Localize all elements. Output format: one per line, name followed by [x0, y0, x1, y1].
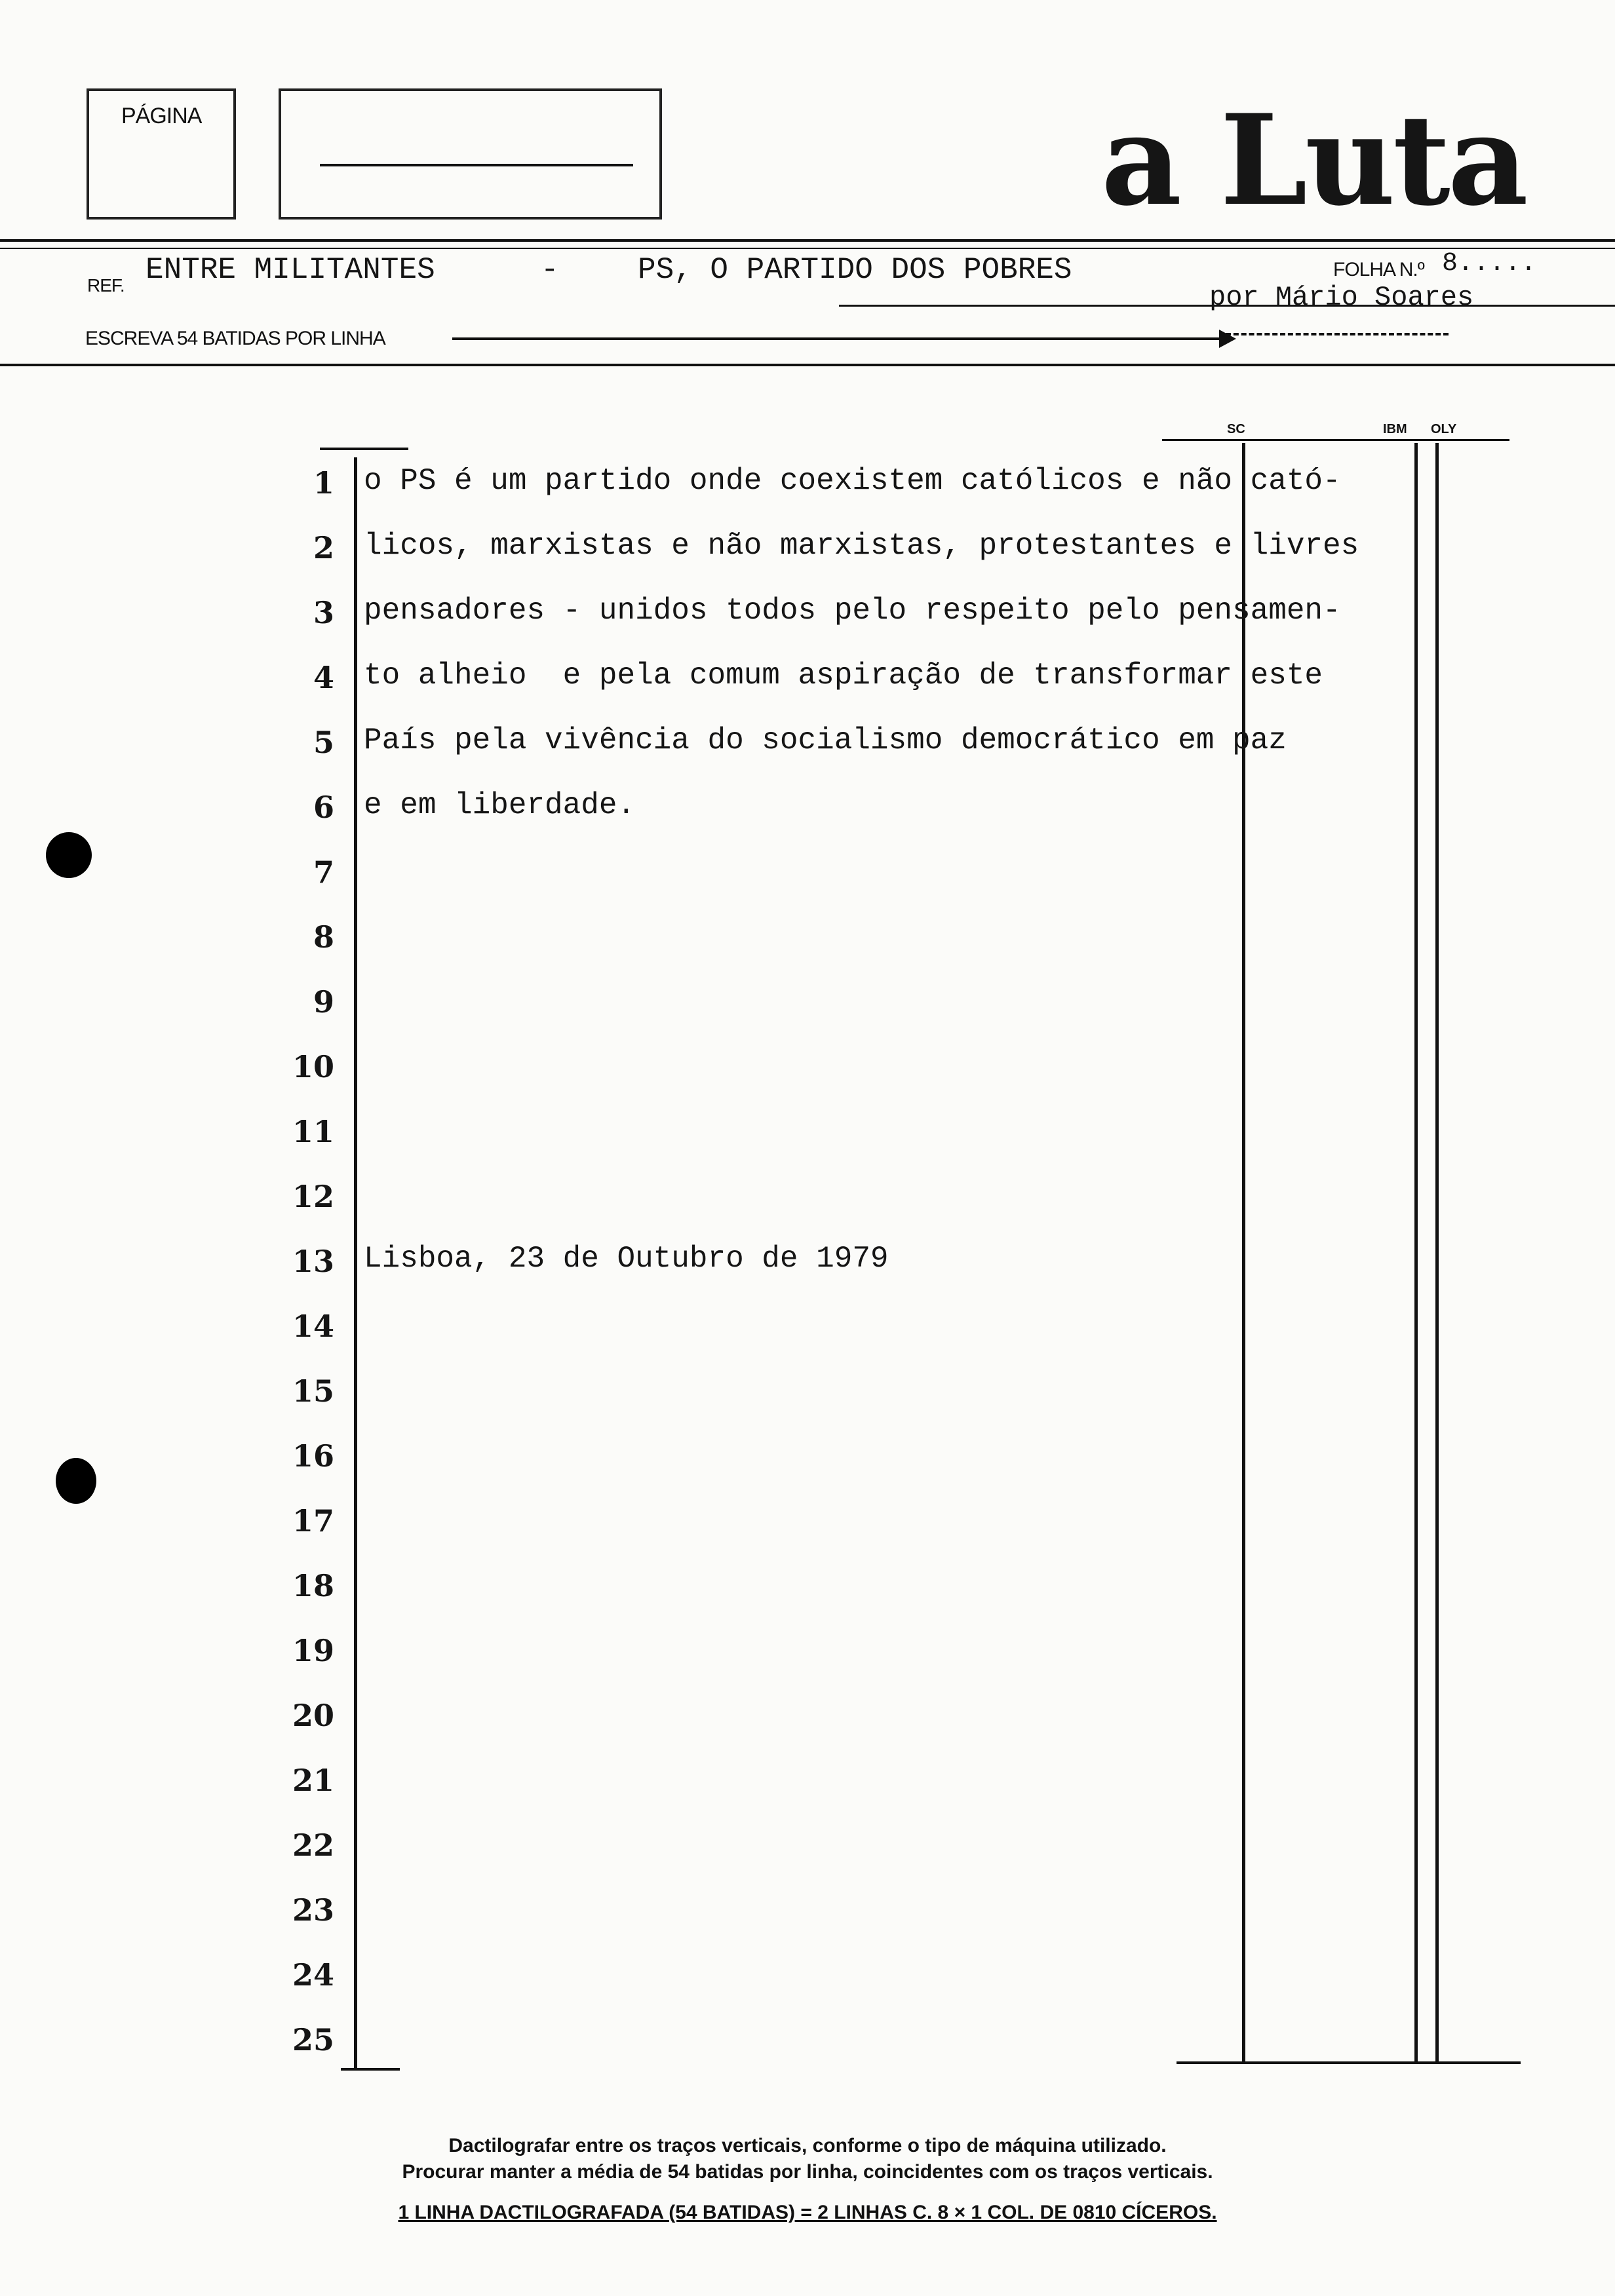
section-dash: - [541, 253, 559, 287]
line-number: 13 [292, 1244, 334, 1279]
headline: PS, O PARTIDO DOS POBRES [638, 253, 1072, 287]
line-number: 7 [313, 854, 334, 890]
sheet-number: 8..... [1442, 249, 1537, 278]
line-number: 10 [292, 1049, 334, 1084]
footer-conversion: 1 LINHA DACTILOGRAFADA (54 BATIDAS) = 2 LINHAS C. 8 × 1 COL. DE 0810 CÍCEROS. [398, 2202, 1217, 2223]
column-caption-ibm: IBM [1383, 422, 1407, 436]
dateline: Lisboa, 23 de Outubro de 1979 [364, 1242, 889, 1276]
body-line: to alheio e pela comum aspiração de transformar este [364, 659, 1323, 693]
line-number: 8 [313, 919, 334, 955]
line-number: 17 [292, 1503, 334, 1539]
footer-instruction-2: Procurar manter a média de 54 batidas por linha, coincidentes com os traços verticais. [402, 2161, 1213, 2183]
line-number: 19 [292, 1633, 334, 1668]
body-line: e em liberdade. [364, 788, 636, 822]
instruction-label: ESCREVA 54 BATIDAS POR LINHA [85, 328, 385, 349]
column-caption-oly: OLY [1431, 422, 1457, 436]
section-title: ENTRE MILITANTES [146, 253, 435, 287]
body-bottom-rule-right [1177, 2061, 1521, 2064]
body-line: licos, marxistas e não marxistas, protestantes e livres [364, 529, 1359, 563]
line-number: 22 [292, 1827, 334, 1863]
header-rule-top [0, 239, 1615, 242]
oly-guide-line [1435, 443, 1439, 2063]
line-number: 2 [313, 530, 334, 565]
page-label: PÁGINA [121, 104, 202, 128]
line-number: 6 [313, 790, 334, 825]
byline: por Mário Soares [1209, 282, 1474, 313]
body-line: País pela vivência do socialismo democrático em paz [364, 723, 1287, 757]
footer-instruction-1: Dactilografar entre os traços verticais, conforme o tipo de máquina utilizado. [448, 2135, 1167, 2156]
title-box[interactable] [279, 88, 662, 220]
line-number: 14 [292, 1309, 334, 1344]
sheet-label: FOLHA N.º [1333, 259, 1424, 280]
header-rule-bottom [0, 364, 1615, 366]
left-margin-line [354, 457, 357, 2068]
line-number: 20 [292, 1698, 334, 1733]
instruction-arrow-line [452, 337, 1222, 340]
body-top-rule-right [1162, 439, 1509, 441]
body-top-rule-left [320, 448, 408, 450]
punch-hole-bottom [56, 1458, 96, 1504]
line-number: 21 [292, 1763, 334, 1798]
body-line: pensadores - unidos todos pelo respeito pelo pensamen- [364, 594, 1341, 628]
line-number: 12 [292, 1179, 334, 1214]
publication-logo: a Luta [1101, 87, 1526, 233]
ibm-guide-line [1414, 443, 1418, 2063]
line-number: 16 [292, 1438, 334, 1474]
header-rule-second [0, 248, 1615, 249]
line-number: 18 [292, 1568, 334, 1603]
line-number: 3 [313, 595, 334, 630]
line-number: 15 [292, 1373, 334, 1409]
column-caption-sc: SC [1227, 422, 1245, 436]
line-number: 11 [292, 1114, 334, 1149]
ref-prefix: REF. [87, 275, 125, 296]
title-box-underline [320, 164, 633, 166]
line-number: 4 [313, 660, 334, 695]
dashed-guide [1226, 333, 1449, 335]
line-number: 1 [313, 465, 334, 501]
line-number: 24 [292, 1957, 334, 1993]
line-number: 23 [292, 1892, 334, 1928]
line-number: 25 [292, 2022, 334, 2057]
body-bottom-rule-left [341, 2068, 400, 2071]
line-number: 9 [313, 984, 334, 1020]
line-number: 5 [313, 725, 334, 760]
body-line: o PS é um partido onde coexistem católicos e não cató- [364, 464, 1341, 498]
punch-hole-top [46, 832, 92, 878]
